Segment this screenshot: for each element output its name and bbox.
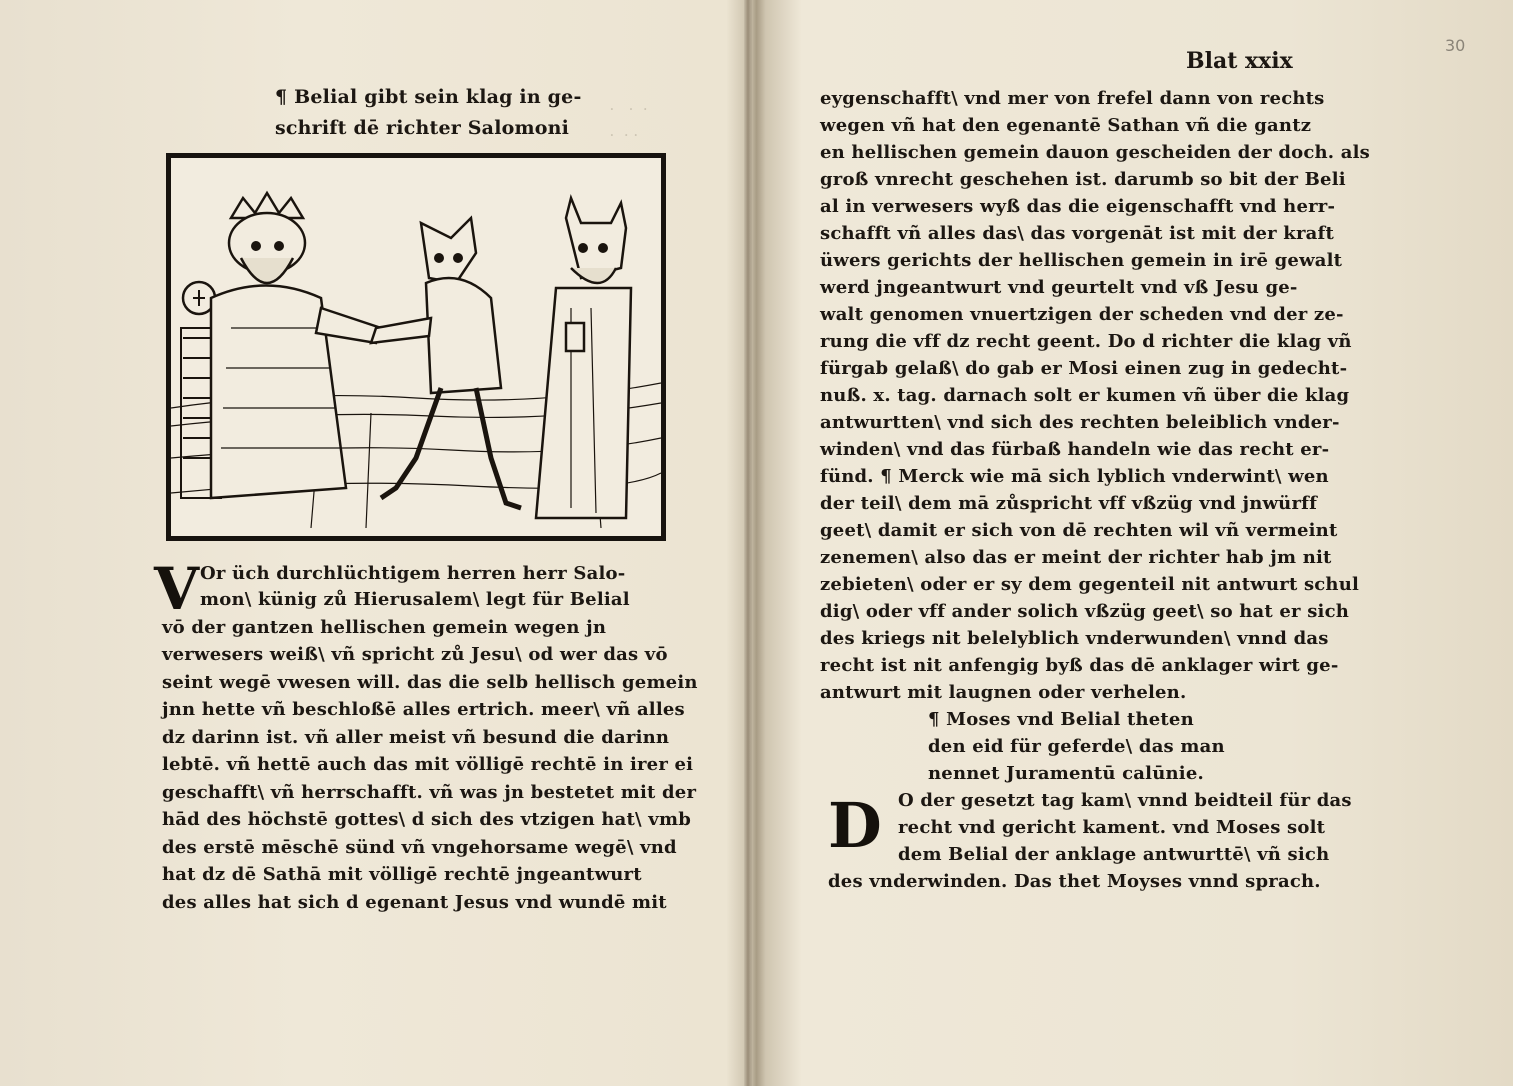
body-line: des erstē mēschē sünd vñ vngehorsame wegē\ vnd xyxy=(162,837,677,858)
left-page xyxy=(0,0,748,1086)
drop-cap-initial: V xyxy=(154,555,200,623)
body-line: seint wegē vwesen will. das die selb hellisch gemein xyxy=(162,672,698,693)
body-line: hat dz dē Sathā mit völligē rechtē jngeantwurt xyxy=(162,864,642,885)
body-line: Or üch durchlüchtigem herren herr Salo- xyxy=(200,563,626,584)
closing-line: O der gesetzt tag kam\ vnnd beidteil für das xyxy=(898,790,1352,811)
body-line: nuß. x. tag. darnach solt er kumen vñ über die klag xyxy=(820,385,1350,406)
body-line: fünd. ¶ Merck wie mā sich lyblich vnderwint\ wen xyxy=(820,466,1329,487)
body-line: werd jngeantwurt vnd geurtelt vnd vß Jesu ge- xyxy=(820,277,1298,298)
body-line: schafft vñ alles das\ das vorgenāt ist mit der kraft xyxy=(820,223,1334,244)
body-line: antwurt mit laugnen oder verhelen. xyxy=(820,682,1187,703)
body-line: verwesers weiß\ vñ spricht zů Jesu\ od wer das vō xyxy=(162,644,668,665)
body-line: antwurtten\ vnd sich des rechten beleiblich vnder- xyxy=(820,412,1340,433)
body-line: dz darinn ist. vñ aller meist vñ besund die darinn xyxy=(162,727,670,748)
body-line: der teil\ dem mā zůspricht vff vßzüg vnd jnwürff xyxy=(820,493,1318,514)
body-line: al in verwesers wyß das die eigenschafft vnd herr- xyxy=(820,196,1336,217)
body-line: lebtē. vñ hettē auch das mit völligē rechtē in irer ei xyxy=(162,754,694,775)
heading-line-2: schrift dē richter Salomoni xyxy=(275,117,570,139)
show-through-text: · · · · · · xyxy=(609,100,648,144)
body-line: jnn hette vñ beschloßē alles ertrich. meer\ vñ alles xyxy=(162,699,685,720)
body-line: en hellischen gemein dauon gescheiden der doch. als xyxy=(820,142,1370,163)
body-line: eygenschafft\ vnd mer von frefel dann von rechts xyxy=(820,88,1325,109)
body-line: groß vnrecht geschehen ist. darumb so bit der Beli xyxy=(820,169,1346,190)
body-line: üwers gerichts der hellischen gemein in irē gewalt xyxy=(820,250,1343,271)
body-line: mon\ künig zů Hierusalem\ legt für Belial xyxy=(200,589,630,610)
woodcut-scene-icon xyxy=(171,158,661,536)
body-line: recht ist nit anfengig byß das dē anklager wirt ge- xyxy=(820,655,1339,676)
body-line: des alles hat sich d egenant Jesus vnd wundē mit xyxy=(162,892,667,913)
body-line: walt genomen vnuertzigen der scheden vnd der ze- xyxy=(820,304,1344,325)
body-line: geet\ damit er sich von dē rechten wil vñ vermeint xyxy=(820,520,1338,541)
body-line: zebieten\ oder er sy dem gegenteil nit antwurt schul xyxy=(820,574,1360,595)
foliation: Blat xxix xyxy=(1186,48,1293,74)
pencil-page-number: 30 xyxy=(1445,36,1466,55)
body-line: geschafft\ vñ herrschafft. vñ was jn bestetet mit der xyxy=(162,782,697,803)
body-line: vō der gantzen hellischen gemein wegen jn xyxy=(162,617,607,638)
closing-line: des vnderwinden. Das thet Moyses vnnd sprach. xyxy=(828,871,1321,892)
closing-line: recht vnd gericht kament. vnd Moses solt xyxy=(898,817,1326,838)
subheading-line: ¶ Moses vnd Belial theten xyxy=(928,709,1194,730)
body-line: fürgab gelaß\ do gab er Mosi einen zug in gedecht- xyxy=(820,358,1348,379)
subheading-line: den eid für geferde\ das man xyxy=(928,736,1225,757)
body-line: hād des höchstē gottes\ d sich des vtzigen hat\ vmb xyxy=(162,809,691,830)
body-line: zenemen\ also das er meint der richter hab jm nit xyxy=(820,547,1332,568)
body-line: wegen vñ hat den egenantē Sathan vñ die gantz xyxy=(820,115,1312,136)
drop-cap-initial: D xyxy=(828,789,882,862)
woodcut-illustration xyxy=(166,153,666,541)
body-line: dig\ oder vff ander solich vßzüg geet\ so hat er sich xyxy=(820,601,1350,622)
right-page xyxy=(748,0,1513,1086)
heading-line-1: ¶ Belial gibt sein klag in ge- xyxy=(275,86,582,108)
body-line: rung die vff dz recht geent. Do d richter die klag vñ xyxy=(820,331,1352,352)
body-line: winden\ vnd das fürbaß handeln wie das recht er- xyxy=(820,439,1330,460)
body-line: des kriegs nit belelyblich vnderwunden\ vnnd das xyxy=(820,628,1329,649)
subheading-line: nennet Juramentū calūnie. xyxy=(928,763,1204,784)
closing-line: dem Belial der anklage antwurttē\ vñ sich xyxy=(898,844,1330,865)
